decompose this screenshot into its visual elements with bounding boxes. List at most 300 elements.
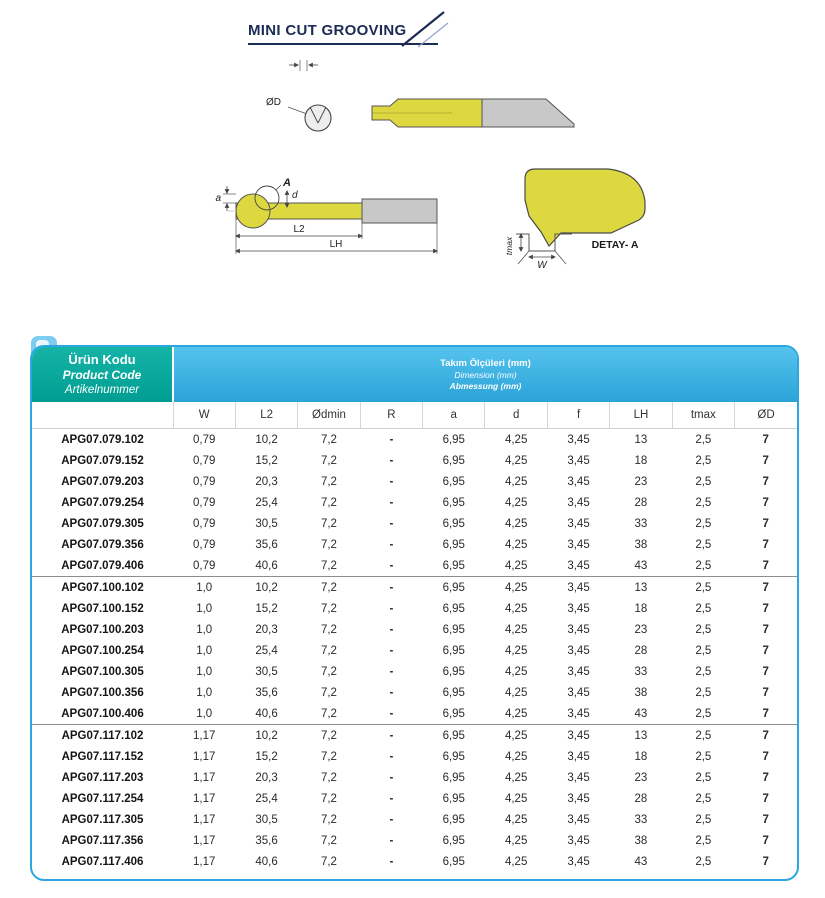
- value-cell: 7,2: [320, 602, 337, 615]
- value-cell: 2,5: [695, 517, 712, 530]
- value-cell: 6,95: [442, 517, 465, 530]
- value-cell: 7: [762, 559, 769, 572]
- value-cell: 35,6: [255, 538, 278, 551]
- column-header-10: ØD: [735, 402, 797, 429]
- value-cell: 30,5: [255, 665, 278, 678]
- value-cell: 7,2: [320, 813, 337, 826]
- detail-view-title: DETAY- A: [591, 239, 639, 251]
- dim-lh-label: LH: [329, 239, 343, 250]
- column-header-2: L2: [235, 402, 297, 429]
- product-code-cell: APG07.100.406: [61, 707, 144, 720]
- value-cell: 18: [634, 602, 648, 615]
- product-code-header-line3: Artikelnummer: [64, 383, 140, 396]
- table-row: [32, 661, 797, 682]
- value-cell: 2,5: [695, 665, 712, 678]
- value-cell: 4,25: [504, 855, 528, 868]
- value-cell: 23: [634, 475, 648, 488]
- technical-drawing: [0, 45, 825, 295]
- value-cell: 7,2: [320, 665, 337, 678]
- table-row: [32, 725, 797, 747]
- value-cell: 10,2: [235, 577, 297, 599]
- product-code-header: [32, 347, 173, 402]
- value-cell: 1,17: [193, 750, 216, 763]
- value-cell: 0,79: [193, 454, 216, 467]
- page-title: MINI CUT GROOVING: [248, 22, 407, 39]
- value-cell: 25,4: [255, 644, 278, 657]
- value-cell: 1,17: [193, 834, 216, 847]
- value-cell: 7,2: [320, 559, 337, 572]
- product-code-cell: APG07.100.203: [61, 623, 144, 636]
- value-cell: 6,95: [423, 577, 485, 599]
- value-cell: 6,95: [442, 792, 465, 805]
- value-cell: 7: [762, 834, 769, 847]
- table-row: [32, 640, 797, 661]
- value-cell: 6,95: [442, 750, 465, 763]
- table-row: [32, 767, 797, 788]
- dimensions-header: [173, 347, 797, 402]
- product-code-cell: APG07.079.356: [61, 538, 144, 551]
- value-cell: 2,5: [695, 496, 712, 509]
- value-cell: 4,25: [504, 496, 528, 509]
- value-cell: 7: [762, 707, 769, 720]
- value-cell: 3,45: [567, 496, 590, 509]
- product-table: [32, 347, 797, 872]
- table-row: [32, 429, 797, 451]
- value-cell: -: [389, 433, 394, 446]
- value-cell: 4,25: [504, 538, 528, 551]
- dimension-a: [215, 186, 236, 211]
- value-cell: 35,6: [255, 834, 278, 847]
- value-cell: 3,45: [567, 623, 590, 636]
- value-cell: 7: [762, 686, 769, 699]
- product-code-header-line2: Product Code: [62, 367, 142, 382]
- column-header-6: d: [485, 402, 547, 429]
- value-cell: 4,25: [504, 559, 528, 572]
- value-cell: 7: [762, 750, 769, 763]
- value-cell: 20,3: [255, 475, 278, 488]
- value-cell: 3,45: [567, 750, 590, 763]
- value-cell: -: [389, 750, 394, 763]
- value-cell: 7,2: [320, 454, 337, 467]
- value-cell: 2,5: [695, 834, 712, 847]
- value-cell: 3,45: [567, 834, 590, 847]
- dim-d-label: d: [292, 190, 298, 201]
- od-leader-line: [288, 107, 307, 114]
- value-cell: 1,17: [193, 771, 216, 784]
- value-cell: 3,45: [567, 644, 590, 657]
- value-cell: 6,95: [423, 725, 485, 747]
- value-cell: -: [389, 475, 394, 488]
- value-cell: 3,45: [567, 665, 590, 678]
- value-cell: 0,79: [193, 475, 216, 488]
- value-cell: 7: [762, 454, 769, 467]
- value-cell: 25,4: [255, 792, 278, 805]
- title-slash-decoration: [396, 8, 452, 50]
- value-cell: 6,95: [442, 454, 465, 467]
- value-cell: 1,0: [196, 686, 213, 699]
- bar-shank-section: [362, 199, 437, 223]
- value-cell: 28: [634, 792, 648, 805]
- value-cell: 4,25: [504, 433, 528, 446]
- value-cell: -: [389, 813, 394, 826]
- value-cell: 2,5: [672, 725, 734, 747]
- value-cell: -: [389, 602, 394, 615]
- value-cell: 18: [634, 454, 648, 467]
- value-cell: 13: [610, 725, 672, 747]
- value-cell: 18: [634, 750, 648, 763]
- value-cell: 38: [634, 834, 648, 847]
- value-cell: 7,2: [298, 577, 360, 599]
- table-row: [32, 555, 797, 577]
- header-row-top: [32, 347, 797, 402]
- dim-tmax-label: tmax: [504, 236, 514, 256]
- value-cell: 4,25: [504, 834, 528, 847]
- value-cell: 2,5: [695, 538, 712, 551]
- table-row: [32, 788, 797, 809]
- value-cell: 4,25: [485, 577, 547, 599]
- product-code-cell: APG07.079.152: [61, 454, 144, 467]
- value-cell: 7,2: [320, 792, 337, 805]
- value-cell: 6,95: [442, 644, 465, 657]
- value-cell: 3,45: [567, 559, 590, 572]
- table-body: [32, 429, 797, 873]
- table-row: [32, 577, 797, 599]
- value-cell: 0,79: [193, 559, 216, 572]
- value-cell: 7: [762, 813, 769, 826]
- value-cell: 4,25: [504, 792, 528, 805]
- product-code-cell: APG07.117.356: [61, 834, 144, 847]
- value-cell: 2,5: [695, 750, 712, 763]
- value-cell: 2,5: [695, 644, 712, 657]
- value-cell: 6,95: [442, 623, 465, 636]
- value-cell: 4,25: [504, 454, 528, 467]
- value-cell: 2,5: [695, 602, 712, 615]
- value-cell: 7,2: [320, 686, 337, 699]
- value-cell: 6,95: [442, 771, 465, 784]
- value-cell: 6,95: [442, 813, 465, 826]
- value-cell: 7,2: [298, 725, 360, 747]
- value-cell: 2,5: [695, 454, 712, 467]
- value-cell: 6,95: [442, 475, 465, 488]
- value-cell: 3,45: [567, 792, 590, 805]
- value-cell: 2,5: [695, 792, 712, 805]
- value-cell: 4,25: [504, 771, 528, 784]
- value-cell: -: [389, 792, 394, 805]
- value-cell: 1,0: [196, 665, 213, 678]
- column-header-5: a: [423, 402, 485, 429]
- value-cell: 1,17: [193, 855, 216, 868]
- value-cell: 0,79: [193, 517, 216, 530]
- tool-overview-drawing: [266, 60, 574, 131]
- product-code-cell: APG07.100.356: [61, 686, 144, 699]
- value-cell: 7: [762, 517, 769, 530]
- value-cell: 15,2: [255, 454, 278, 467]
- product-code-header-line1: Ürün Kodu: [68, 351, 136, 367]
- value-cell: 7,2: [320, 771, 337, 784]
- value-cell: 4,25: [504, 813, 528, 826]
- product-code-cell: APG07.117.152: [61, 750, 144, 763]
- value-cell: 35,6: [255, 686, 278, 699]
- value-cell: 7,2: [320, 538, 337, 551]
- value-cell: 0,79: [193, 538, 216, 551]
- dimensioned-side-view: [215, 177, 437, 254]
- table-row: [32, 534, 797, 555]
- table-row: [32, 746, 797, 767]
- value-cell: 2,5: [695, 855, 712, 868]
- value-cell: 7,2: [320, 707, 337, 720]
- product-code-cell: APG07.100.102: [32, 577, 173, 599]
- value-cell: 2,5: [672, 577, 734, 599]
- product-code-cell: APG07.117.203: [61, 771, 144, 784]
- value-cell: 3,45: [567, 602, 590, 615]
- value-cell: 6,95: [442, 602, 465, 615]
- detail-a-leader: [276, 185, 281, 190]
- column-header-4: R: [360, 402, 422, 429]
- value-cell: 2,5: [695, 433, 712, 446]
- dimension-w: [529, 257, 555, 271]
- dimension-lh: [236, 223, 437, 254]
- detail-a-view: [504, 169, 645, 271]
- dimension-tmax: [504, 234, 521, 255]
- value-cell: 7: [762, 665, 769, 678]
- value-cell: 23: [634, 771, 648, 784]
- table-row: [32, 619, 797, 640]
- value-cell: 6,95: [442, 538, 465, 551]
- product-code-cell: APG07.117.102: [32, 725, 173, 747]
- dimensions-header-line2: Dimension (mm): [454, 369, 517, 380]
- value-cell: 6,95: [442, 834, 465, 847]
- value-cell: 0,79: [193, 496, 216, 509]
- od-label: ØD: [266, 97, 281, 108]
- table-row: [32, 682, 797, 703]
- value-cell: 4,25: [504, 475, 528, 488]
- value-cell: 10,2: [235, 725, 297, 747]
- value-cell: 4,25: [504, 644, 528, 657]
- value-cell: -: [389, 855, 394, 868]
- product-code-cell: APG07.100.305: [61, 665, 144, 678]
- value-cell: 1,0: [196, 602, 213, 615]
- value-cell: -: [389, 707, 394, 720]
- value-cell: 4,25: [504, 623, 528, 636]
- value-cell: 6,95: [442, 433, 465, 446]
- table-row: [32, 492, 797, 513]
- value-cell: 3,45: [567, 517, 590, 530]
- value-cell: 1,0: [196, 623, 213, 636]
- tool-head-circle: [236, 194, 270, 228]
- value-cell: 43: [634, 559, 648, 572]
- value-cell: -: [389, 623, 394, 636]
- value-cell: 7,2: [320, 750, 337, 763]
- value-cell: 1,0: [196, 644, 213, 657]
- value-cell: 23: [634, 623, 648, 636]
- value-cell: 2,5: [695, 559, 712, 572]
- value-cell: 15,2: [255, 750, 278, 763]
- value-cell: 33: [634, 517, 648, 530]
- table-row: [32, 809, 797, 830]
- dim-l2-label: L2: [293, 224, 305, 235]
- value-cell: 7: [762, 623, 769, 636]
- value-cell: -: [389, 644, 394, 657]
- column-header-8: LH: [610, 402, 672, 429]
- table-row: [32, 703, 797, 725]
- value-cell: 3,45: [567, 454, 590, 467]
- product-code-cell: APG07.117.406: [61, 855, 144, 868]
- value-cell: 4,25: [504, 602, 528, 615]
- value-cell: 7: [735, 725, 797, 747]
- product-table-container: [30, 345, 799, 881]
- dimensions-header-line1: Takım Ölçüleri (mm): [440, 357, 531, 369]
- value-cell: 7,2: [320, 517, 337, 530]
- product-code-cell: APG07.117.305: [61, 813, 144, 826]
- value-cell: 1,0: [196, 707, 213, 720]
- product-code-cell: APG07.079.254: [61, 496, 144, 509]
- value-cell: 4,25: [504, 517, 528, 530]
- value-cell: -: [360, 577, 422, 599]
- value-cell: 2,5: [695, 771, 712, 784]
- table-row: [32, 471, 797, 492]
- table-row: [32, 851, 797, 872]
- value-cell: 3,45: [567, 813, 590, 826]
- value-cell: 30,5: [255, 517, 278, 530]
- value-cell: 4,25: [504, 750, 528, 763]
- value-cell: -: [389, 665, 394, 678]
- table-row: [32, 598, 797, 619]
- value-cell: 6,95: [442, 686, 465, 699]
- value-cell: -: [389, 517, 394, 530]
- value-cell: 15,2: [255, 602, 278, 615]
- value-cell: 20,3: [255, 771, 278, 784]
- value-cell: 7: [762, 496, 769, 509]
- value-cell: 3,45: [567, 707, 590, 720]
- nose-width-dimension: [289, 60, 318, 71]
- value-cell: 25,4: [255, 496, 278, 509]
- value-cell: 7,2: [320, 644, 337, 657]
- value-cell: 7,2: [320, 433, 337, 446]
- product-code-cell: APG07.079.406: [61, 559, 144, 572]
- value-cell: 1,17: [173, 725, 235, 747]
- value-cell: 6,95: [442, 855, 465, 868]
- value-cell: -: [389, 771, 394, 784]
- value-cell: -: [389, 559, 394, 572]
- value-cell: 43: [634, 855, 648, 868]
- value-cell: 1,0: [173, 577, 235, 599]
- product-code-cell: APG07.079.305: [61, 517, 144, 530]
- value-cell: 33: [634, 665, 648, 678]
- value-cell: 1,17: [193, 813, 216, 826]
- value-cell: 6,95: [442, 707, 465, 720]
- value-cell: 7: [762, 644, 769, 657]
- value-cell: 6,95: [442, 665, 465, 678]
- value-cell: 6,95: [442, 496, 465, 509]
- table-row: [32, 830, 797, 851]
- value-cell: 30,5: [255, 813, 278, 826]
- column-header-3: Ødmin: [298, 402, 360, 429]
- value-cell: 4,25: [485, 725, 547, 747]
- product-code-cell: APG07.100.152: [61, 602, 144, 615]
- insert-profile-shape: [525, 169, 645, 246]
- product-code-cell: APG07.117.254: [61, 792, 144, 805]
- value-cell: 28: [634, 644, 648, 657]
- clearance-angle-line-left: [518, 251, 529, 264]
- value-cell: 3,45: [567, 433, 590, 446]
- dim-a-label: a: [215, 193, 221, 204]
- product-code-cell: APG07.079.102: [61, 433, 144, 446]
- value-cell: 7: [762, 538, 769, 551]
- value-cell: 3,45: [567, 475, 590, 488]
- product-code-cell: APG07.079.203: [61, 475, 144, 488]
- value-cell: 0,79: [193, 433, 216, 446]
- value-cell: -: [389, 496, 394, 509]
- value-cell: 6,95: [442, 559, 465, 572]
- value-cell: 3,45: [567, 855, 590, 868]
- column-header-7: f: [547, 402, 609, 429]
- value-cell: 40,6: [255, 559, 278, 572]
- value-cell: 40,6: [255, 707, 278, 720]
- value-cell: 7: [762, 792, 769, 805]
- product-code-cell: APG07.100.254: [61, 644, 144, 657]
- value-cell: 4,25: [504, 665, 528, 678]
- value-cell: 3,45: [567, 686, 590, 699]
- value-cell: -: [389, 834, 394, 847]
- column-header-1: W: [173, 402, 235, 429]
- dimensions-header-line3: Abmessung (mm): [449, 380, 522, 391]
- value-cell: 2,5: [695, 686, 712, 699]
- detail-a-marker-label: A: [283, 177, 291, 189]
- column-header-row: [32, 402, 797, 429]
- value-cell: 7: [762, 771, 769, 784]
- value-cell: -: [389, 686, 394, 699]
- value-cell: 13: [610, 577, 672, 599]
- value-cell: 2,5: [695, 707, 712, 720]
- tool-front-view-circle: [305, 105, 331, 131]
- dim-w-label: W: [537, 260, 547, 271]
- value-cell: 7,2: [320, 623, 337, 636]
- value-cell: 7: [735, 577, 797, 599]
- value-cell: 7: [762, 602, 769, 615]
- column-header-9: tmax: [672, 402, 734, 429]
- value-cell: 38: [634, 538, 648, 551]
- value-cell: 3,45: [547, 725, 609, 747]
- value-cell: 2,5: [695, 813, 712, 826]
- value-cell: 7: [762, 475, 769, 488]
- value-cell: -: [389, 454, 394, 467]
- value-cell: 2,5: [695, 475, 712, 488]
- value-cell: 38: [634, 686, 648, 699]
- tool-shank: [482, 99, 574, 127]
- value-cell: 7: [762, 855, 769, 868]
- value-cell: 7,2: [320, 855, 337, 868]
- value-cell: 13: [634, 433, 648, 446]
- value-cell: 7: [762, 433, 769, 446]
- value-cell: 10,2: [255, 433, 278, 446]
- value-cell: 40,6: [255, 855, 278, 868]
- value-cell: -: [389, 538, 394, 551]
- value-cell: 7,2: [320, 834, 337, 847]
- value-cell: 1,17: [193, 792, 216, 805]
- value-cell: 43: [634, 707, 648, 720]
- value-cell: 33: [634, 813, 648, 826]
- value-cell: 7,2: [320, 475, 337, 488]
- value-cell: 20,3: [255, 623, 278, 636]
- value-cell: 3,45: [547, 577, 609, 599]
- value-cell: 3,45: [567, 771, 590, 784]
- value-cell: 3,45: [567, 538, 590, 551]
- table-row: [32, 513, 797, 534]
- value-cell: 4,25: [504, 707, 528, 720]
- value-cell: -: [360, 725, 422, 747]
- clearance-angle-line-right: [555, 251, 566, 264]
- value-cell: 28: [634, 496, 648, 509]
